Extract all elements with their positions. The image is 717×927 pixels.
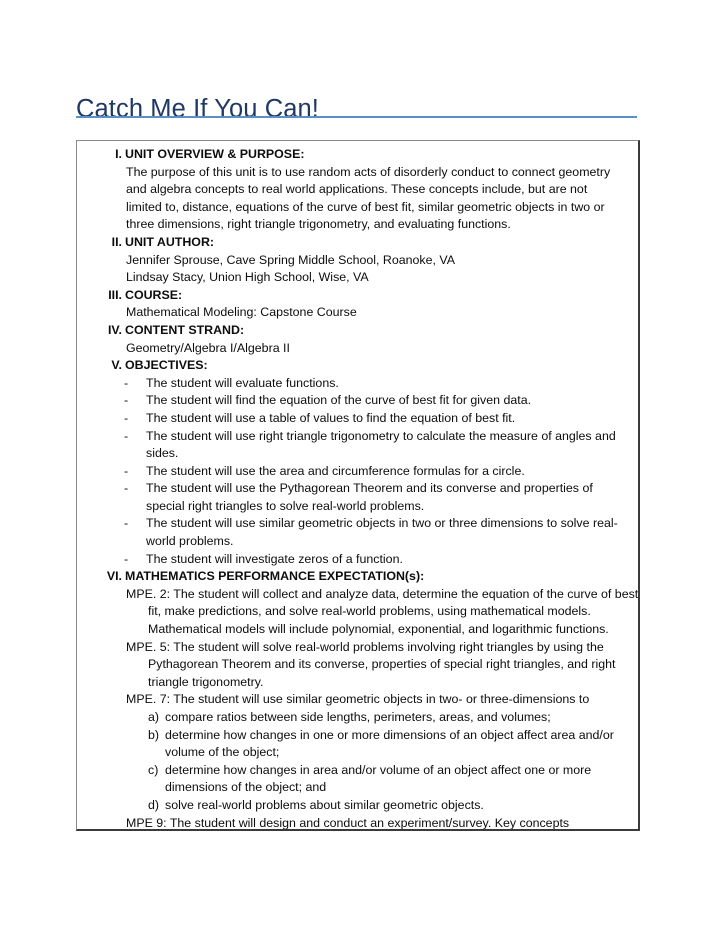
list-item [148,797,628,815]
objective-text: The student will investigate zeros of a function. [146,551,403,566]
dash-bullet-icon: - [124,481,129,496]
sub-item-text: determine how changes in area and/or volume of an object affect one or more dimensions of the object; and [165,762,592,795]
sub-item-marker: c) [148,762,159,777]
dash-bullet-icon: - [124,428,129,443]
unit-overview-paragraph: The purpose of this unit is to use random acts of disorderly conduct to connect geometry and algebra concepts to real world applications. These concepts include, but are not limited to, distance, equations of the curve of best fit, similar geometric objects in two or three dimensions, right triangle trigonometry, and evaluating functions. [126,164,611,232]
author-line-2: Lindsay Stacy, Union High School, Wise, VA [126,270,369,285]
dash-bullet-icon: - [124,375,129,390]
section-heading: CONTENT STRAND: [125,322,245,337]
sub-item-marker: d) [148,797,160,812]
section-heading: UNIT AUTHOR: [125,234,215,249]
dash-bullet-icon: - [124,463,129,478]
page-title: Catch Me If You Can! [76,95,319,124]
section-numeral: III. [108,287,122,302]
section-numeral: V. [111,358,122,373]
mpe-9-text: MPE 9: The student will design and conduct an experiment/survey. Key concepts [126,815,570,830]
title-divider [76,116,637,118]
section-mathematics-performance-expectations [77,568,628,586]
section-numeral: I. [115,147,122,161]
objective-text: The student will use a table of values to find the equation of best fit. [146,410,516,425]
author-line-1: Jennifer Sprouse, Cave Spring Middle School, Roanoke, VA [126,252,455,267]
list-item [148,727,628,762]
list-item [148,709,628,727]
section-heading: MATHEMATICS PERFORMANCE EXPECTATION(s): [125,569,425,584]
section-heading: OBJECTIVES: [125,358,208,373]
dash-bullet-icon: - [124,410,129,425]
dash-bullet-icon: - [124,551,129,566]
mpe-5-text: MPE. 5: The student will solve real-world problems involving right triangles by using the Pythagorean Theorem and its converse, properties of special right triangles, and right triangle trigonometry. [126,639,616,689]
course-value: Mathematical Modeling: Capstone Course [126,305,357,320]
list-item [124,410,628,428]
dash-bullet-icon: - [124,393,129,408]
objective-text: The student will find the equation of the curve of best fit for given data. [146,393,532,408]
unit-plan-box [76,140,640,831]
section-unit-author [77,234,628,252]
section-numeral: IV. [107,322,122,337]
sub-item-marker: b) [148,727,160,742]
content-strand-value: Geometry/Algebra I/Algebra II [126,340,290,355]
section-heading: COURSE: [125,287,183,302]
mpe-2-text: MPE. 2: The student will collect and analyze data, determine the equation of the curve of best fit, make predictions, and solve real-world problems, using mathematical models. Mathematical models will include polynomial, exponential, and logarithmic functions. [126,586,639,637]
sub-item-text: determine how changes in one or more dimensions of an object affect area and/or volume of the object; [165,727,614,760]
section-heading: UNIT OVERVIEW & PURPOSE: [125,147,305,161]
section-content-strand [77,322,628,340]
objective-text: The student will use the Pythagorean Theorem and its converse and properties of special right triangles to solve real-world problems. [146,481,593,513]
section-numeral: II. [111,234,122,249]
list-item [124,551,628,569]
section-course [77,287,628,305]
mpe-7-intro-text: MPE. 7: The student will use similar geometric objects in two- or three-dimensions to [126,692,590,707]
objective-text: The student will evaluate functions. [146,375,339,390]
objective-text: The student will use the area and circumference formulas for a circle. [146,463,525,478]
list-item [124,463,628,481]
sub-item-text: compare ratios between side lengths, perimeters, areas, and volumes; [165,710,551,724]
list-item [124,375,628,393]
list-item [148,762,628,797]
objective-text: The student will use right triangle trigonometry to calculate the measure of angles and sides. [146,428,616,461]
section-numeral: VI. [106,569,122,584]
list-item [124,428,628,463]
sub-item-marker: a) [148,710,160,724]
dash-bullet-icon: - [124,516,129,531]
list-item [124,480,628,515]
list-item [124,515,628,550]
section-objectives [77,357,628,375]
objective-text: The student will use similar geometric objects in two or three dimensions to solve real-world problems. [146,516,618,549]
list-item [124,392,628,410]
sub-item-text: solve real-world problems about similar geometric objects. [165,797,484,812]
section-unit-overview [77,146,628,164]
